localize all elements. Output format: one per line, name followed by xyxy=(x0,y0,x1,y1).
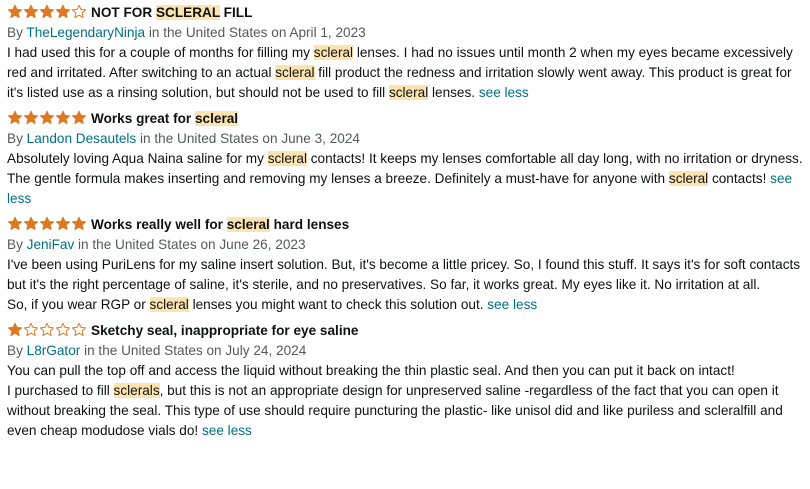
author-link[interactable]: Landon Desautels xyxy=(26,131,137,146)
star-rating xyxy=(7,322,87,338)
review-byline xyxy=(7,23,810,43)
search-highlight: scleral xyxy=(267,151,307,166)
text-segment: fill product the redness and irritation slowly went away. This product is great for it's listed use as a rinsing solution, but should not be used to fill xyxy=(7,65,792,100)
review-item xyxy=(7,107,810,209)
search-highlight: scleral xyxy=(149,297,189,312)
star-filled-icon xyxy=(7,322,23,338)
review-location-date: in the United States on July 24, 2024 xyxy=(80,343,307,358)
star-filled-icon xyxy=(55,4,71,20)
review-location-date: in the United States on June 26, 2023 xyxy=(74,237,306,252)
star-empty-icon xyxy=(39,322,55,338)
text-segment: lenses. xyxy=(428,85,479,100)
star-rating xyxy=(7,110,87,126)
review-byline xyxy=(7,129,810,149)
star-rating xyxy=(7,216,87,232)
review-title[interactable] xyxy=(91,323,358,338)
search-highlight: scleral xyxy=(226,216,270,232)
text-segment: lenses you might want to check this solution out. xyxy=(188,297,488,312)
search-highlight: scleral xyxy=(668,171,709,186)
star-rating xyxy=(7,4,87,20)
author-link[interactable]: L8rGator xyxy=(26,343,81,358)
star-filled-icon xyxy=(39,110,55,126)
review-paragraph xyxy=(7,255,810,295)
text-segment: I purchased to fill xyxy=(7,383,114,398)
text-segment: , but this is not an appropriate design for unpreserved saline -regardless of the fact that you can open it without breaking the seal. This type of use should require puncturing the plastic- like unisol did and like puriless and scleralfill and even cheap modudose vials do! xyxy=(7,383,783,438)
review-paragraph xyxy=(7,295,810,315)
see-less-link[interactable]: see less xyxy=(478,85,529,100)
text-segment: Sketchy seal, inappropriate for eye saline xyxy=(91,322,359,338)
review-header xyxy=(7,319,810,341)
text-segment: hard lenses xyxy=(269,216,350,232)
review-header xyxy=(7,213,810,235)
star-empty-icon xyxy=(55,322,71,338)
byline-prefix: By xyxy=(7,343,27,358)
text-segment: lenses. I had no issues until month 2 when my eyes became excessively red and irritated. After switching to an actual xyxy=(7,45,793,80)
byline-prefix: By xyxy=(7,237,27,252)
review-paragraph xyxy=(7,149,810,209)
review-title[interactable] xyxy=(91,217,349,232)
review-header xyxy=(7,107,810,129)
star-filled-icon xyxy=(7,4,23,20)
search-highlight: scleral xyxy=(195,110,239,126)
review-item xyxy=(7,319,810,441)
text-segment: contacts! It keeps my lenses comfortable all day long, with no irritation or dryness. The gentle formula makes inserting and removing my lenses a breeze. Definitely a must-have for anyone with xyxy=(7,151,803,186)
star-filled-icon xyxy=(23,110,39,126)
review-title[interactable] xyxy=(91,111,238,126)
review-title[interactable] xyxy=(91,5,252,20)
review-byline xyxy=(7,341,810,361)
text-segment: You can pull the top off and access the liquid without breaking the thin plastic seal. And then you can put it back on intact! xyxy=(7,363,735,378)
review-location-date: in the United States on June 3, 2024 xyxy=(136,131,360,146)
text-segment: NOT FOR xyxy=(91,4,156,20)
see-less-link[interactable]: see less xyxy=(7,171,793,206)
see-less-link[interactable]: see less xyxy=(487,297,538,312)
review-body xyxy=(7,255,810,315)
star-filled-icon xyxy=(39,4,55,20)
text-segment: So, if you wear RGP or xyxy=(7,297,150,312)
author-link[interactable]: TheLegendaryNinja xyxy=(26,25,146,40)
review-body xyxy=(7,149,810,209)
star-filled-icon xyxy=(71,110,87,126)
star-filled-icon xyxy=(7,216,23,232)
star-filled-icon xyxy=(39,216,55,232)
review-item xyxy=(7,1,810,103)
text-segment: I've been using PuriLens for my saline insert solution. But, it's become a little pricey. So, I found this stuff. It says it's for soft contacts but it's the right percentage of saline, it's sterile, and no preservatives. So far, it works great. My eyes like it. No irritation at all. xyxy=(7,257,801,292)
star-filled-icon xyxy=(23,4,39,20)
text-segment: Works great for xyxy=(91,110,195,126)
star-filled-icon xyxy=(7,110,23,126)
byline-prefix: By xyxy=(7,131,27,146)
review-item xyxy=(7,213,810,315)
author-link[interactable]: JeniFav xyxy=(26,237,75,252)
text-segment: I had used this for a couple of months for filling my xyxy=(7,45,314,60)
byline-prefix: By xyxy=(7,25,27,40)
search-highlight: SCLERAL xyxy=(155,4,220,20)
search-highlight: scleral xyxy=(275,65,315,80)
text-segment: FILL xyxy=(219,4,253,20)
search-highlight: scleral xyxy=(388,85,429,100)
star-filled-icon xyxy=(71,216,87,232)
star-filled-icon xyxy=(55,216,71,232)
review-paragraph xyxy=(7,43,810,103)
search-highlight: scleral xyxy=(313,45,354,60)
review-location-date: in the United States on April 1, 2023 xyxy=(145,25,366,40)
review-paragraph xyxy=(7,361,810,381)
review-paragraph xyxy=(7,381,810,441)
star-empty-icon xyxy=(71,4,87,20)
star-empty-icon xyxy=(23,322,39,338)
review-body xyxy=(7,361,810,441)
search-highlight: sclerals xyxy=(113,383,160,398)
text-segment: Absolutely loving Aqua Naina saline for my xyxy=(7,151,268,166)
review-body xyxy=(7,43,810,103)
see-less-link[interactable]: see less xyxy=(201,423,252,438)
review-byline xyxy=(7,235,810,255)
review-header xyxy=(7,1,810,23)
star-filled-icon xyxy=(55,110,71,126)
star-empty-icon xyxy=(71,322,87,338)
star-filled-icon xyxy=(23,216,39,232)
text-segment: Works really well for xyxy=(91,216,227,232)
text-segment: contacts! xyxy=(708,171,771,186)
